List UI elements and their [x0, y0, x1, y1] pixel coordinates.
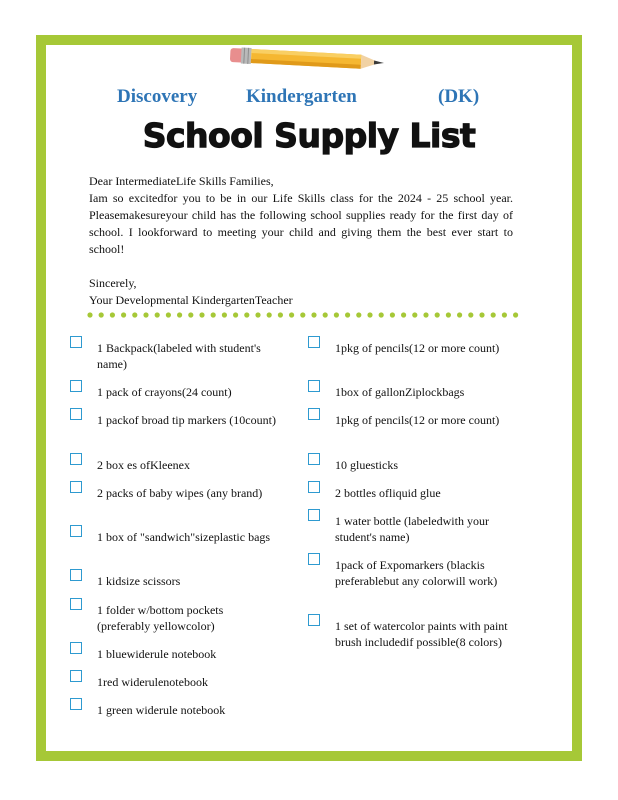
divider-dot	[423, 312, 428, 317]
item-label: 1 Backpack(labeled with student's name)	[97, 341, 261, 371]
letter-greeting: Dear IntermediateLife Skills Families,	[89, 174, 274, 188]
divider-dot	[491, 312, 496, 317]
divider-dot	[267, 312, 272, 317]
pencil-icon	[228, 46, 390, 76]
divider-dot	[412, 312, 417, 317]
divider-dot	[300, 312, 305, 317]
divider-dot	[166, 312, 171, 317]
item-label: 1 box of "sandwich"sizeplastic bags	[97, 530, 271, 544]
checkbox-icon[interactable]	[70, 525, 82, 537]
divider-dot	[345, 312, 350, 317]
divider-dot	[132, 312, 137, 317]
divider-dot	[110, 312, 115, 317]
checkbox-icon[interactable]	[308, 453, 320, 465]
checkbox-icon[interactable]	[70, 698, 82, 710]
checkbox-icon[interactable]	[70, 336, 82, 348]
divider-dot	[401, 312, 406, 317]
divider-dot	[446, 312, 451, 317]
divider-dot	[211, 312, 216, 317]
checkbox-icon[interactable]	[70, 569, 82, 581]
divider-dot	[244, 312, 249, 317]
checkbox-icon[interactable]	[308, 408, 320, 420]
item-label: 1pkg of pencils(12 or more count)	[335, 413, 500, 427]
divider-dot	[367, 312, 372, 317]
checkbox-icon[interactable]	[308, 509, 320, 521]
divider-dot	[311, 312, 316, 317]
program-name: Kindergarten	[246, 86, 357, 107]
checkbox-icon[interactable]	[70, 481, 82, 493]
checkbox-icon[interactable]	[70, 670, 82, 682]
letter-signature: Your Developmental KindergartenTeacher	[89, 293, 293, 307]
item-label: 1 set of watercolor paints with paint brush includedif possible(8 colors)	[335, 619, 508, 649]
item-label: 1 water bottle (labeledwith your student's name)	[335, 514, 489, 544]
divider-dot	[356, 312, 361, 317]
program-abbrev: (DK)	[438, 86, 480, 107]
item-label: 2 bottles ofliquid glue	[335, 486, 441, 500]
checkbox-icon[interactable]	[308, 380, 320, 392]
checkbox-icon[interactable]	[70, 642, 82, 654]
divider-dot	[155, 312, 160, 317]
item-label: 1 bluewiderule notebook	[97, 647, 217, 661]
letter	[89, 173, 513, 309]
checkbox-icon[interactable]	[308, 481, 320, 493]
divider-dot	[323, 312, 328, 317]
checkbox-icon[interactable]	[70, 408, 82, 420]
divider-dot	[513, 312, 518, 317]
item-label: 2 packs of baby wipes (any brand)	[97, 486, 263, 500]
checkbox-icon[interactable]	[70, 380, 82, 392]
divider-dot	[255, 312, 260, 317]
divider-dot	[435, 312, 440, 317]
checkbox-icon[interactable]	[70, 598, 82, 610]
divider-dot	[199, 312, 204, 317]
checkbox-icon[interactable]	[308, 553, 320, 565]
item-label: 1box of gallonZiplockbags	[335, 385, 465, 399]
divider-dot	[289, 312, 294, 317]
item-label: 1 green widerule notebook	[97, 703, 226, 717]
divider-dot	[87, 312, 92, 317]
checkbox-icon[interactable]	[308, 336, 320, 348]
checkbox-icon[interactable]	[308, 614, 320, 626]
school-name: Discovery	[117, 86, 198, 107]
item-label: 1 packof broad tip markers (10count)	[97, 413, 276, 427]
divider-dot	[222, 312, 227, 317]
item-label: 1pack of Expomarkers (blackis preferablebut any colorwill work)	[335, 558, 498, 588]
page-title: School Supply List	[142, 116, 476, 155]
divider-dot	[457, 312, 462, 317]
divider-dot	[121, 312, 126, 317]
divider-dot	[479, 312, 484, 317]
divider-dot	[334, 312, 339, 317]
letter-body: Iam so excitedfor you to be in our Life Skills class for the 2024 - 25 school year. Pleasemakesureyour child has the following school supplies ready for the first day of school. I lookforward to meeting your child and giving them the best ever start to school!	[89, 191, 513, 256]
divider-dot	[177, 312, 182, 317]
checkbox-icon[interactable]	[70, 453, 82, 465]
divider-dot	[233, 312, 238, 317]
divider-dot	[390, 312, 395, 317]
item-label: 1pkg of pencils(12 or more count)	[335, 341, 500, 355]
divider-dot	[379, 312, 384, 317]
item-label: 1 pack of crayons(24 count)	[97, 385, 232, 399]
letter-closing: Sincerely,	[89, 276, 137, 290]
divider-dot	[468, 312, 473, 317]
divider-dot	[502, 312, 507, 317]
divider-dot	[143, 312, 148, 317]
item-label: 1red widerulenotebook	[97, 675, 208, 689]
item-label: 2 box es ofKleenex	[97, 458, 190, 472]
divider-dot	[278, 312, 283, 317]
item-label: 10 gluesticks	[335, 458, 398, 472]
divider-dot	[188, 312, 193, 317]
item-label: 1 kidsize scissors	[97, 574, 181, 588]
dotted-divider	[86, 310, 526, 320]
item-label: 1 folder w/bottom pockets (preferably yellowcolor)	[97, 603, 224, 633]
divider-dot	[99, 312, 104, 317]
